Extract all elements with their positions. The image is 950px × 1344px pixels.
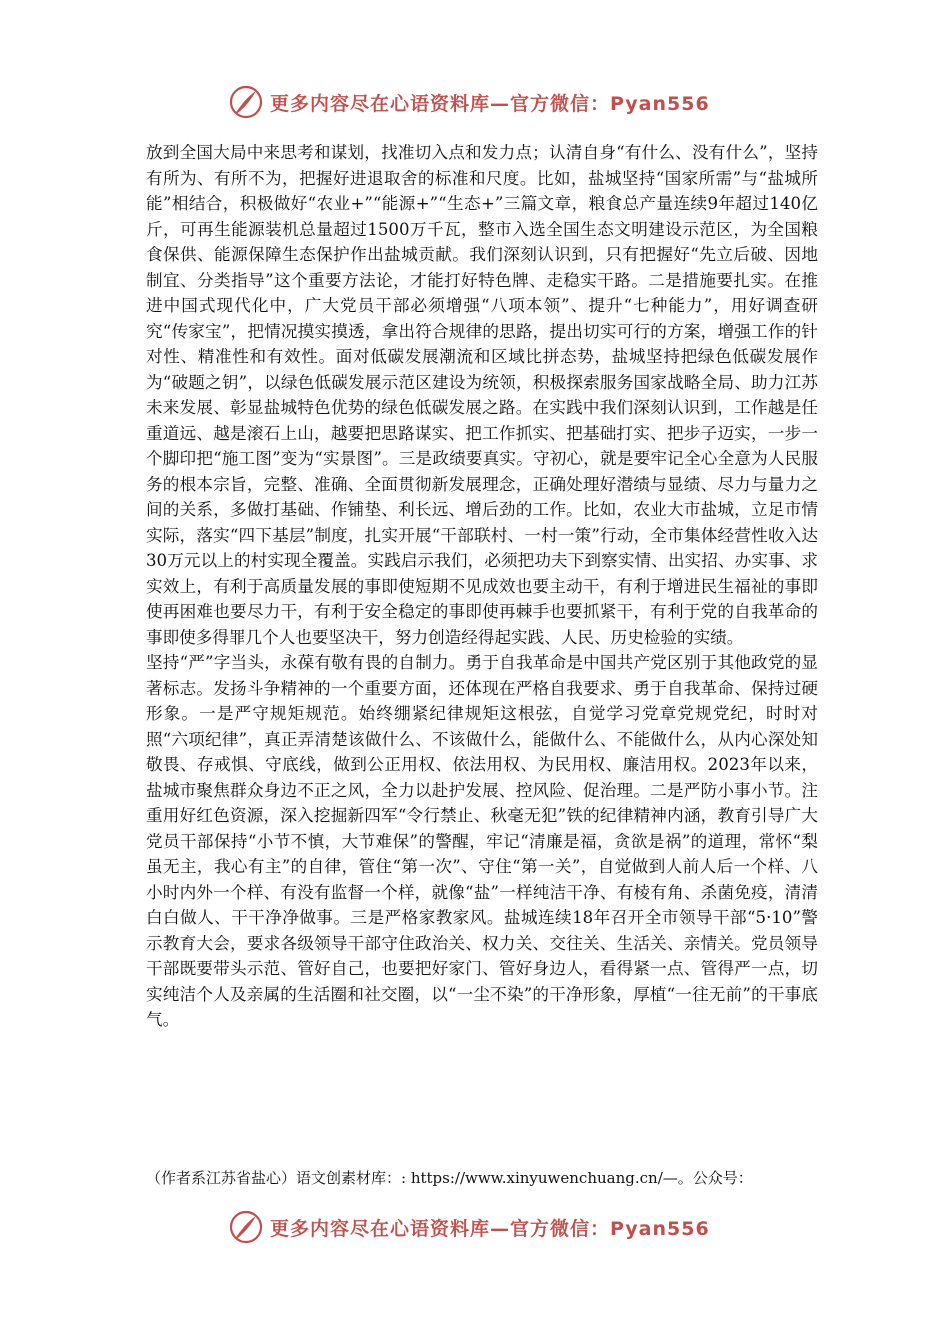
article-body (146, 140, 818, 1033)
banner-text: 更多内容尽在心语资料库—官方微信：Pyan556 (270, 92, 710, 115)
footer-banner (228, 1207, 710, 1247)
pen-logo-icon (228, 84, 264, 120)
banner-text: 更多内容尽在心语资料库—官方微信：Pyan556 (270, 1217, 710, 1240)
paragraph-2: 坚持“严”字当头，永葆有敬有畏的自制力。勇于自我革命是中国共产党区别于其他政党的显著标志。发扬斗争精神的一个重要方面，还体现在严格自我要求、勇于自我革命、保持过硬形象。一是严守规矩规范。始终绷紧纪律规矩这根弦，自觉学习党章党规党纪，时时对照“六项纪律”，真正弄清楚该做什么、不该做什么，能做什么、不能做什么，从内心深处知敬畏、存戒惧、守底线，做到公正用权、依法用权、为民用权、廉洁用权。2023年以来，盐城市聚焦群众身边不正之风，全力以赴护发展、控风险、促治理。二是严防小事小节。注重用好红色资源，深入挖掘新四军“令行禁止、秋毫无犯”铁的纪律精神内涵，教育引导广大党员干部保持“小节不慎，大节难保”的警醒，牢记“清廉是福，贪欲是祸”的道理，常怀“梨虽无主，我心有主”的自律，管住“第一次”、守住“第一关”，自觉做到人前人后一个样、八小时内外一个样、有没有监督一个样，就像“盐”一样纯洁干净、有棱有角、杀菌免疫，清清白白做人、干干净净做事。三是严格家教家风。盐城连续18年召开全市领导干部“5·10”警示教育大会，要求各级领导干部守住政治关、权力关、交往关、生活关、亲情关。党员领导干部既要带头示范、管好自己，也要把好家门、管好身边人，看得紧一点、管得严一点，切实纯洁个人及亲属的生活圈和社交圈，以“一尘不染”的干净形象，厚植“一往无前”的干事底气。 (146, 653, 818, 1029)
paragraph-1: 放到全国大局中来思考和谋划，找准切入点和发力点；认清自身“有什么、没有什么”，坚持有所为、有所不为，把握好进退取舍的标准和尺度。比如，盐城坚持“国家所需”与“盐城所能”相结合，积极做好“农业+”“能源+”“生态+”三篇文章，粮食总产量连续9年超过140亿斤，可再生能源装机总量超过1500万千瓦，整市入选全国生态文明建设示范区，为全国粮食保供、能源保障生态保护作出盐城贡献。我们深刻认识到，只有把握好“先立后破、因地制宜、分类指导”这个重要方法论，才能打好特色牌、走稳实干路。二是措施要扎实。在推进中国式现代化中，广大党员干部必须增强“八项本领”、提升“七种能力”，用好调查研究“传家宝”，把情况摸实摸透，拿出符合规律的思路，提出切实可行的方案，增强工作的针对性、精准性和有效性。面对低碳发展潮流和区域比拼态势，盐城坚持把绿色低碳发展作为“破题之钥”，以绿色低碳发展示范区建设为统领，积极探索服务国家战略全局、助力江苏未来发展、彰显盐城特色优势的绿色低碳发展之路。在实践中我们深刻认识到，工作越是任重道远、越是滚石上山，越要把思路谋实、把工作抓实、把基础打实、把步子迈实，一步一个脚印把“施工图”变为“实景图”。三是政绩要真实。守初心，就是要牢记全心全意为人民服务的根本宗旨，完整、准确、全面贯彻新发展理念，正确处理好潜绩与显绩、尽力与量力之间的关系，多做打基础、作铺垫、利长远、增后劲的工作。比如，农业大市盐城，立足市情实际，落实“四下基层”制度，扎实开展“干部联村、一村一策”行动，全市集体经营性收入达30万元以上的村实现全覆盖。实践启示我们，必须把功夫下到察实情、出实招、办实事、求实效上，有利于高质量发展的事即使短期不见成效也要主动干，有利于增进民生福祉的事即使再困难也要尽力干，有利于安全稳定的事即使再棘手也要抓紧干，有利于党的自我革命的事即使多得罪几个人也要坚决干，努力创造经得起实践、人民、历史检验的实绩。 (146, 143, 818, 647)
header-banner (228, 82, 710, 122)
pen-logo-icon (228, 1209, 264, 1245)
author-note: （作者系江苏省盐心）语文创素材库：: https://www.xinyuwenchuang.cn/—。公众号： (146, 1169, 753, 1187)
